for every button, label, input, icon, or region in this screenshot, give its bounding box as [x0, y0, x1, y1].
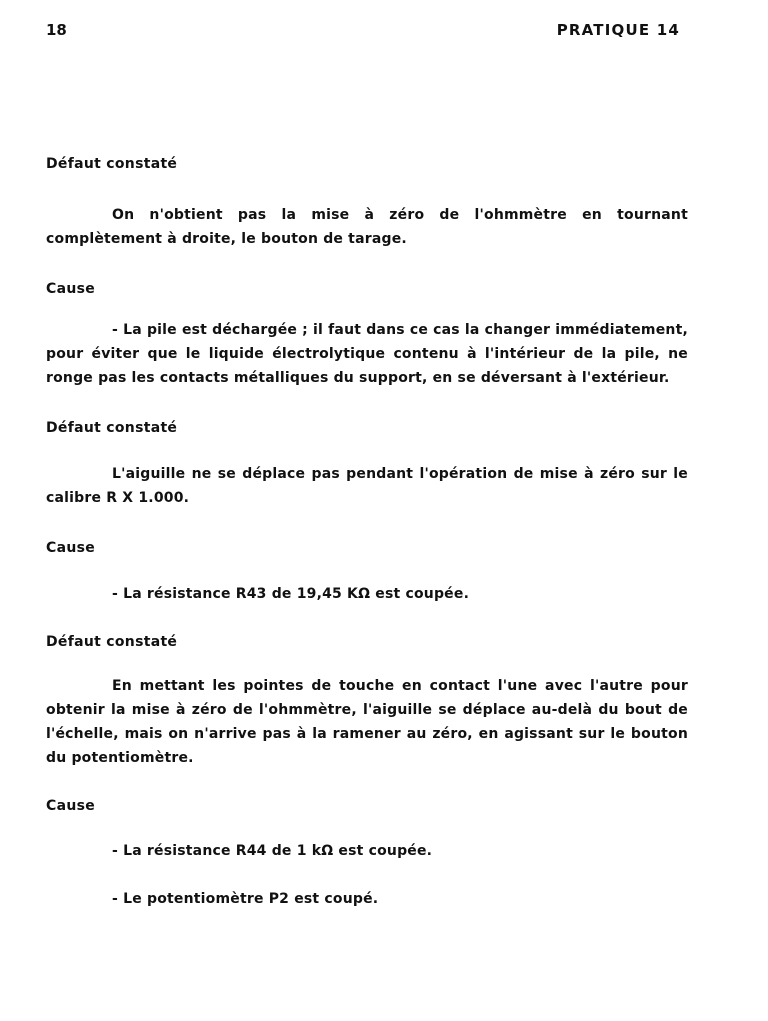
- cause-3-item-1: - La résistance R44 de 1 kΩ est coupée.: [112, 843, 433, 859]
- section-heading-cause-1: Cause: [46, 281, 96, 297]
- cause-2-item: - La résistance R43 de 19,45 KΩ est coupée.: [112, 586, 470, 602]
- cause-1-text: - La pile est déchargée ; il faut dans ce cas la changer immédiatement, pour éviter que le liquide électrolytique contenu à l'intérieur de la pile, ne ronge pas les contacts métalliques du support, en se déversant à l'extérieur.: [46, 322, 688, 386]
- section-heading-defaut-2: Défaut constaté: [46, 420, 178, 436]
- page-body: [46, 152, 688, 911]
- page-number: 18: [46, 21, 67, 39]
- defaut-2-text: L'aiguille ne se déplace pas pendant l'opération de mise à zéro sur le calibre R X 1.000.: [46, 466, 688, 506]
- section-heading-defaut-3: Défaut constaté: [46, 634, 178, 650]
- section-heading-cause-2: Cause: [46, 540, 96, 556]
- section-heading-cause-3: Cause: [46, 798, 96, 814]
- defaut-1-text: On n'obtient pas la mise à zéro de l'ohmmètre en tournant complètement à droite, le bouton de tarage.: [46, 207, 688, 247]
- running-title: PRATIQUE 14: [556, 21, 680, 39]
- defaut-3-text: En mettant les pointes de touche en contact l'une avec l'autre pour obtenir la mise à zéro de l'ohmmètre, l'aiguille se déplace au-delà du bout de l'échelle, mais on n'arrive pas à la ramener au zéro, en agissant sur le bouton du potentiomètre.: [46, 678, 688, 766]
- cause-3-item-2: - Le potentiomètre P2 est coupé.: [112, 891, 379, 907]
- section-heading-defaut-1: Défaut constaté: [46, 156, 178, 172]
